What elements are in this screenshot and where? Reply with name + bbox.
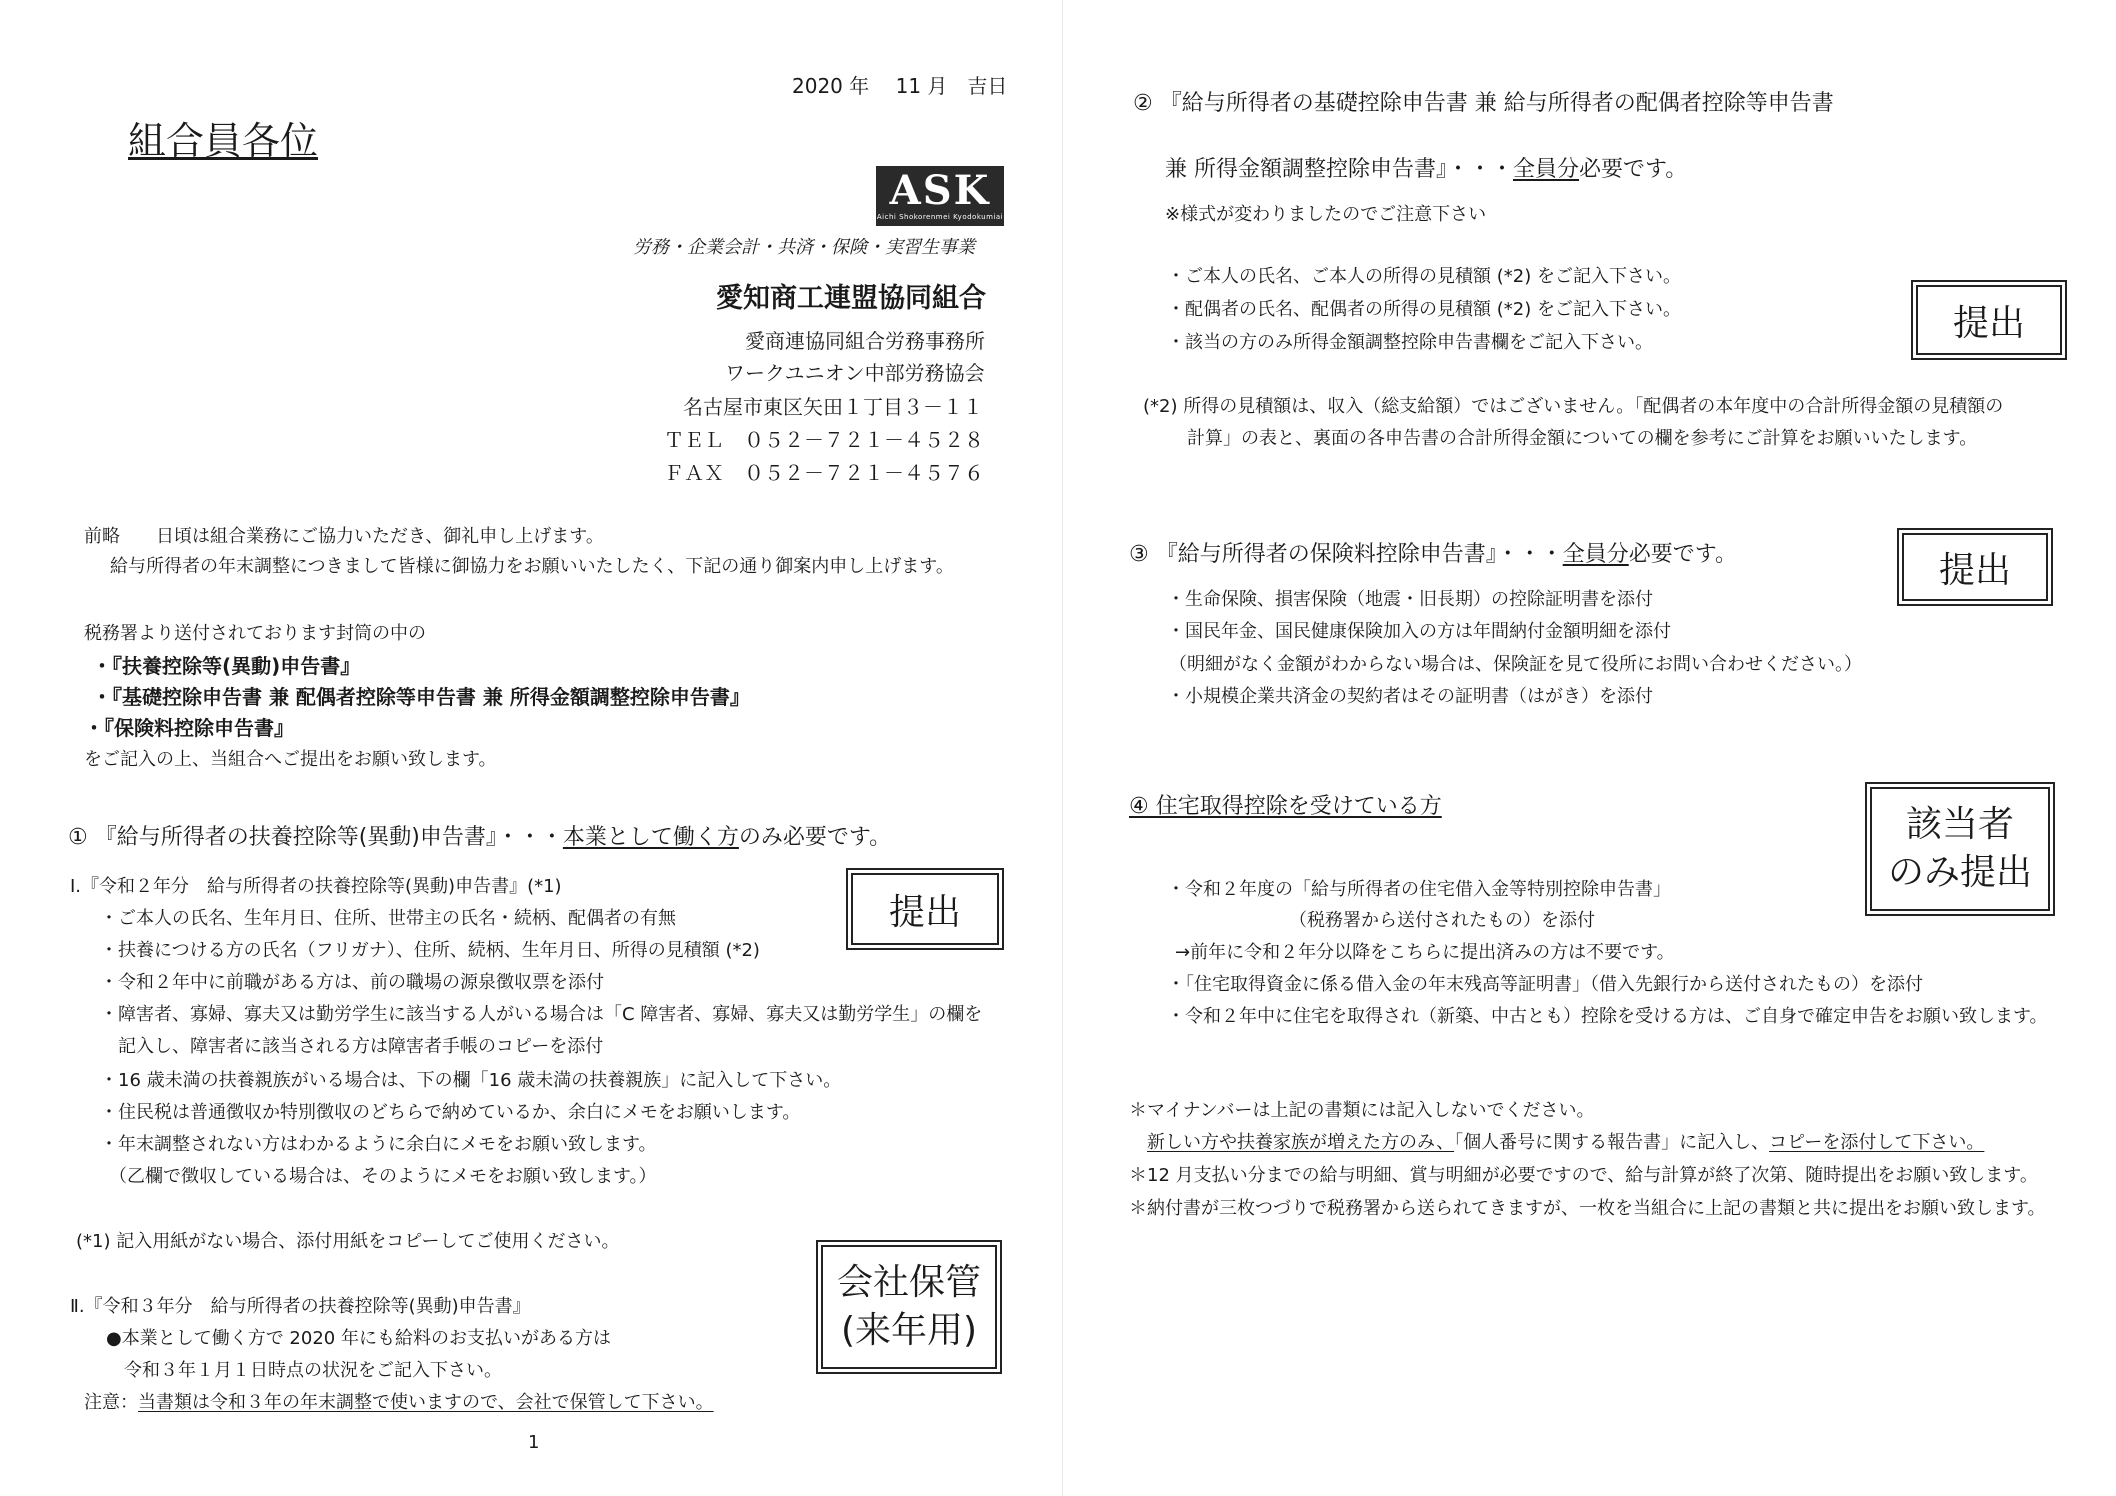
applicable-box	[1865, 782, 2055, 916]
footer-note-part: 「個人番号に関する報告書」に記入し、	[1454, 1132, 1770, 1153]
section4-item: （税務署から送付されたもの）を添付	[1289, 910, 1595, 931]
section1-I-item: （乙欄で徴収している場合は、そのようにメモをお願い致します。）	[100, 1166, 657, 1187]
applicable-box-label: 該当者	[1905, 804, 2014, 845]
section3-heading-title: ③ 『給与所得者の保険料控除申告書』・・・	[1129, 542, 1563, 567]
org-sub1: 愛商連協同組合労務事務所	[745, 329, 985, 353]
section3-heading-tail: 必要です。	[1628, 542, 1737, 567]
section4-item: ・令和２年度の「給与所得者の住宅借入金等特別控除申告書」	[1167, 879, 1671, 900]
footer-note: ＊12 月支払い分までの給与明細、賞与明細が必要ですので、給与計算が終了次第、随時提出をお願い致します。	[1129, 1165, 2038, 1186]
greeting-line1: 前略 日頃は組合業務にご協力いただき、御礼申し上げます。	[84, 526, 604, 547]
section2-note: ※様式が変わりましたのでご注意下さい	[1165, 204, 1487, 225]
note-2-line1: (*2) 所得の見積額は、収入（総支給額）ではございません。「配偶者の本年度中の合計所得金額の見積額の	[1143, 396, 2004, 417]
note-2-line2: 計算」の表と、裏面の各申告書の合計所得金額についての欄を参考にご計算をお願いいたします。	[1187, 428, 1978, 449]
org-tel: ＴＥＬ ０５２－７２１－４５２８	[664, 428, 984, 452]
section1-I-item: ・障害者、寡婦、寡夫又は勤労学生に該当する人がいる場合は「C 障害者、寡婦、寡夫又は勤労学生」の欄を	[100, 1004, 983, 1025]
submit-box-2-label: 提出	[1952, 302, 2025, 344]
greeting-line2: 給与所得者の年末調整につきまして皆様に御協力をお願いいたしたく、下記の通り御案内申し上げます。	[110, 556, 954, 577]
footer-note	[1147, 1128, 1984, 1154]
section1-II-title: Ⅱ.『令和３年分 給与所得者の扶養控除等(異動)申告書』	[70, 1296, 531, 1317]
caution-text: 当書類は令和３年の年末調整で使いますので、会社で保管して下さい。	[138, 1392, 714, 1413]
section2-item: ・ご本人の氏名、ご本人の所得の見積額 (*2) をご記入下さい。	[1167, 266, 1681, 287]
section1-heading	[68, 820, 891, 851]
form-item: ・『扶養控除等(異動)申告書』	[92, 654, 361, 678]
submit-box-2	[1911, 280, 2067, 360]
section1-I-item: ・令和２年中に前職がある方は、前の職場の源泉徴収票を添付	[100, 972, 604, 993]
page-number: 1	[528, 1432, 540, 1453]
section3-heading	[1129, 537, 1737, 568]
section4-item: →前年に令和２年分以降をこちらに提出済みの方は不要です。	[1175, 942, 1675, 963]
footer-note: ＊納付書が三枚つづりで税務署から送られてきますが、一枚を当組合に上記の書類と共に提出をお願い致します。	[1129, 1198, 2046, 1219]
footer-note: ＊マイナンバーは上記の書類には記入しないでください。	[1129, 1100, 1595, 1121]
org-address: 名古屋市東区矢田１丁目３－１１	[683, 395, 983, 419]
section1-II-item: 令和３年１月１日時点の状況をご記入下さい。	[124, 1360, 502, 1381]
section3-item: ・生命保険、損害保険（地震・旧長期）の控除証明書を添付	[1167, 589, 1653, 610]
submit-box	[846, 868, 1004, 950]
section1-I-item: ・扶養につける方の氏名（フリガナ）、住所、続柄、生年月日、所得の見積額 (*2)	[100, 940, 760, 961]
section1-I-title: Ⅰ.『令和２年分 給与所得者の扶養控除等(異動)申告書』(*1)	[70, 876, 562, 897]
form-item: ・『基礎控除申告書 兼 配偶者控除等申告書 兼 所得金額調整控除申告書』	[92, 685, 750, 709]
section4-heading: ④ 住宅取得控除を受けている方	[1129, 794, 1442, 819]
note-1: (*1) 記入用紙がない場合、添付用紙をコピーしてご使用ください。	[76, 1231, 620, 1252]
section3-item: ・国民年金、国民健康保険加入の方は年間納付金額明細を添付	[1167, 621, 1671, 642]
section1-heading-title: ① 『給与所得者の扶養控除等(異動)申告書』・・・	[68, 825, 563, 850]
submit-box-3	[1897, 528, 2053, 606]
intro-text: 税務署より送付されております封筒の中の	[84, 623, 426, 644]
issue-date: 2020 年 11 月 吉日	[792, 74, 1008, 98]
request-text: をご記入の上、当組合へご提出をお願い致します。	[84, 749, 497, 770]
business-line: 労務・企業会計・共済・保険・実習生事業	[633, 237, 975, 258]
submit-box-3-label: 提出	[1938, 549, 2011, 591]
section1-heading-target: 本業として働く方	[562, 825, 739, 850]
footer-note-part: コピーを添付して下さい。	[1769, 1132, 1985, 1153]
company-keep-sublabel: (来年用)	[840, 1310, 978, 1351]
section1-I-item: ・住民税は普通徴収か特別徴収のどちらで納めているか、余白にメモをお願いします。	[100, 1102, 801, 1123]
section1-heading-tail: のみ必要です。	[738, 825, 892, 850]
org-name: 愛知商工連盟協同組合	[716, 283, 986, 314]
section4-item: ・令和２年中に住宅を取得され（新築、中古とも）控除を受ける方は、ご自身で確定申告をお願い致します。	[1167, 1006, 2048, 1027]
org-sub2: ワークユニオン中部労務協会	[725, 361, 985, 385]
section2-heading-tail: 必要です。	[1579, 157, 1688, 182]
section1-I-item: ・ご本人の氏名、生年月日、住所、世帯主の氏名・続柄、配偶者の有無	[100, 908, 676, 929]
section3-item: ・小規模企業共済金の契約者はその証明書（はがき）を添付	[1167, 686, 1653, 707]
caution-label: 注意：	[84, 1392, 138, 1413]
org-fax: ＦＡＸ ０５２－７２１－４５７６	[664, 461, 984, 485]
company-keep-label: 会社保管	[836, 1262, 981, 1303]
section3-item: （明細がなく金額がわからない場合は、保険証を見て役所にお問い合わせください。）	[1169, 654, 1862, 675]
logo-mark: ASK	[889, 167, 991, 214]
form-item: ・『保険料控除申告書』	[84, 716, 294, 740]
section2-heading-line2	[1165, 152, 1687, 183]
footer-note-part: 新しい方や扶養家族が増えた方のみ、	[1147, 1132, 1455, 1153]
right-page	[1063, 0, 2116, 1496]
section3-heading-target: 全員分	[1562, 542, 1629, 567]
logo-subtext: Aichi Shokorenmei Kyodokumiai	[876, 213, 1004, 221]
addressee: 組合員各位	[128, 119, 319, 163]
company-keep-box	[816, 1240, 1002, 1374]
section2-item: ・該当の方のみ所得金額調整控除申告書欄をご記入下さい。	[1167, 332, 1653, 353]
section1-I-item: ・年末調整されない方はわかるように余白にメモをお願い致します。	[100, 1134, 657, 1155]
caution-line	[84, 1388, 714, 1414]
section2-heading-title: 兼 所得金額調整控除申告書』・・・	[1165, 157, 1513, 182]
section1-I-item: ・16 歳未満の扶養親族がいる場合は、下の欄「16 歳未満の扶養親族」に記入して下さい。	[100, 1070, 842, 1091]
section2-heading-target: 全員分	[1513, 157, 1580, 182]
applicable-box-sublabel: のみ提出	[1887, 852, 2032, 893]
section2-heading-line1: ② 『給与所得者の基礎控除申告書 兼 給与所得者の配偶者控除等申告書	[1133, 91, 1834, 116]
submit-box-label: 提出	[888, 891, 961, 933]
section1-I-item: 記入し、障害者に該当される方は障害者手帳のコピーを添付	[100, 1036, 604, 1057]
section1-II-item: ●本業として働く方で 2020 年にも給料のお支払いがある方は	[106, 1328, 611, 1349]
section2-item: ・配偶者の氏名、配偶者の所得の見積額 (*2) をご記入下さい。	[1167, 299, 1681, 320]
section4-item: ・「住宅取得資金に係る借入金の年末残高等証明書」（借入先銀行から送付されたもの）を添付	[1167, 974, 1923, 995]
ask-logo	[876, 166, 1004, 226]
